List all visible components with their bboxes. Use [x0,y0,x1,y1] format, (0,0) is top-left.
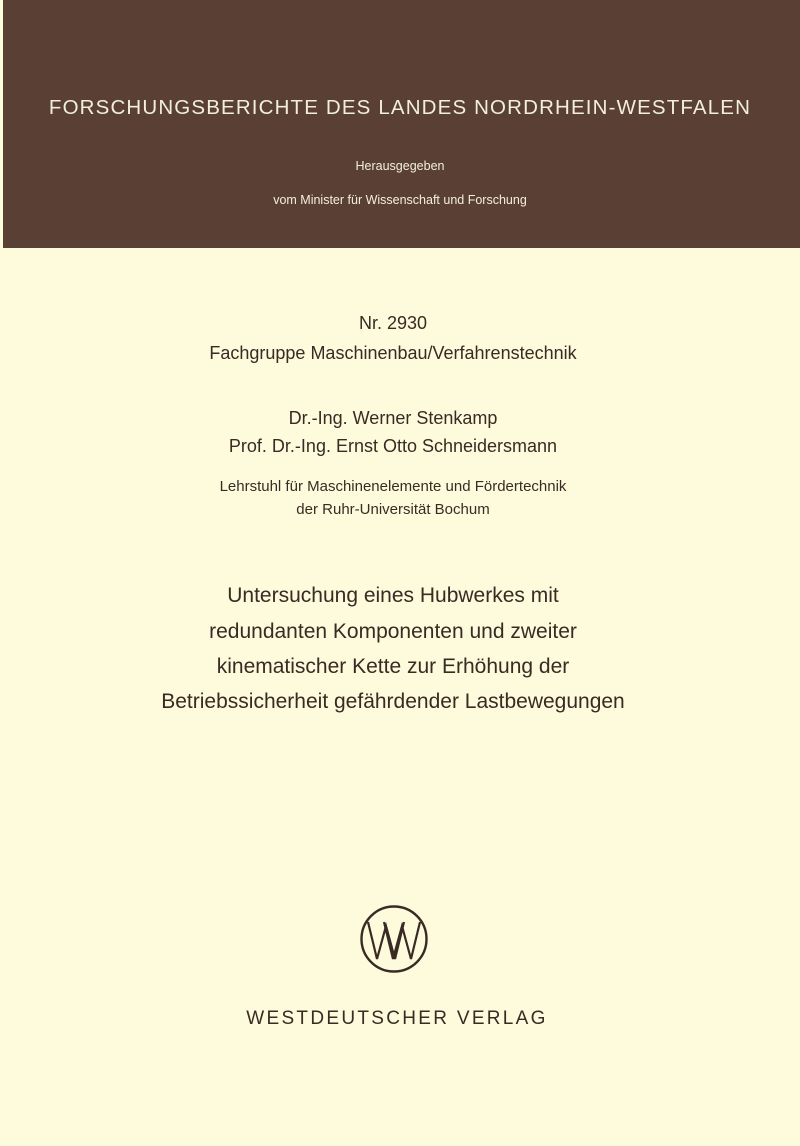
editor-label: Herausgegeben [355,159,445,173]
editor-name: vom Minister für Wissenschaft und Forschung [273,193,527,207]
publisher-name: WESTDEUTSCHER VERLAG [246,1008,548,1029]
ww-circle-logo-icon [359,904,429,974]
book-title-line: Betriebssicherheit gefährdender Lastbewegungen [161,690,625,713]
report-number: Nr. 2930 [358,313,428,333]
institution-line: Lehrstuhl für Maschinenelemente und Fördertechnik [219,478,567,495]
series-title: FORSCHUNGSBERICHTE DES LANDES NORDRHEIN-WESTFALEN [48,96,752,119]
book-title-line: Untersuchung eines Hubwerkes mit [227,584,559,607]
header-band [3,0,800,248]
subject-group: Fachgruppe Maschinenbau/Verfahrenstechnik [209,343,577,363]
book-title-line: kinematischer Kette zur Erhöhung der [216,655,570,678]
book-title-line: redundanten Komponenten und zweiter [209,620,577,643]
author: Dr.-Ing. Werner Stenkamp [288,408,498,428]
institution-line: der Ruhr-Universität Bochum [296,501,490,518]
author: Prof. Dr.-Ing. Ernst Otto Schneidersmann [228,436,558,456]
